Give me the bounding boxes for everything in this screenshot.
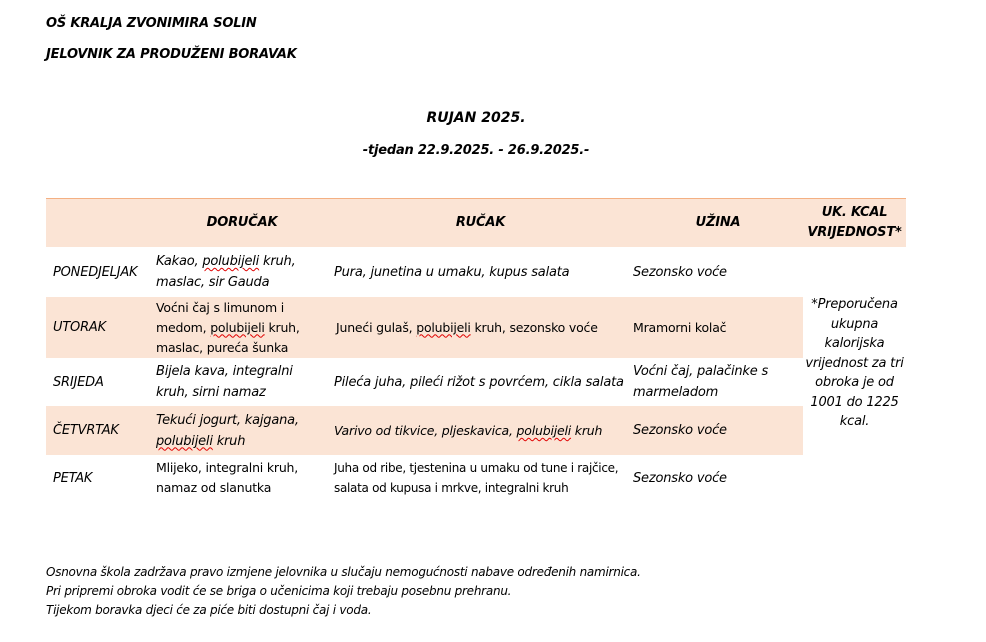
header-top-border (46, 198, 906, 199)
header-kcal-line2: VRIJEDNOST* (807, 225, 902, 240)
spellcheck-word: polubijeli (416, 319, 471, 335)
text-part: Juneći gulaš, (336, 319, 417, 335)
day-label: ČETVRTAK (53, 423, 119, 438)
breakfast-cell (150, 406, 328, 455)
table-row-wednesday (46, 358, 803, 406)
spellcheck-word: polubijeli (202, 254, 260, 269)
spellcheck-word: polubijeli (210, 319, 265, 335)
table-row-friday (46, 455, 803, 501)
text-part: Voćni čaj s limunom i medom, (156, 299, 284, 335)
snack-cell: Mramorni kolač (633, 319, 727, 335)
table-row-tuesday (46, 297, 803, 358)
breakfast-cell: Bijela kava, integralni kruh, sirni namaz (156, 364, 293, 400)
header-kcal-line1: UK. KCAL (821, 205, 888, 220)
breakfast-cell: Mlijeko, integralni kruh, namaz od slanutka (156, 460, 299, 495)
day-label: PETAK (53, 470, 93, 486)
text-part: Kakao, (156, 254, 203, 269)
table-row-monday (46, 247, 803, 297)
day-label: PONEDJELJAK (53, 264, 138, 280)
lunch-cell: Pura, junetina u umaku, kupus salata (334, 264, 570, 280)
snack-cell: Sezonsko voće (633, 264, 727, 280)
text-part: Tekući jogurt, kajgana, (156, 412, 299, 428)
text-part: kruh, maslac, pureća šunka (156, 319, 300, 355)
lunch-cell: Juha od ribe, tjestenina u umaku od tune i rajčice, salata od kupusa i mrkve, integralni kruh (334, 461, 619, 495)
table-row-thursday (46, 406, 803, 455)
header-kcal (803, 199, 906, 247)
breakfast-cell (150, 247, 328, 297)
footer-note: Pri pripremi obroka vodit će se briga o učenicima koji trebaju posebnu prehranu. (46, 584, 512, 598)
header-snack: UŽINA (695, 215, 741, 230)
header-lunch: RUČAK (455, 215, 506, 230)
breakfast-cell (150, 297, 328, 358)
school-name: OŠ KRALJA ZVONIMIRA SOLIN (46, 16, 257, 31)
snack-cell: Sezonsko voće (633, 423, 727, 438)
lunch-cell (328, 297, 627, 358)
snack-cell: Voćni čaj, palačinke s marmeladom (633, 364, 769, 400)
snack-cell: Sezonsko voće (633, 470, 727, 486)
day-label: SRIJEDA (53, 374, 104, 390)
footer-note: Tijekom boravka djeci će za piće biti dostupni čaj i voda. (46, 603, 372, 617)
lunch-cell (328, 406, 627, 455)
spellcheck-word: polubijeli (156, 433, 213, 449)
header-breakfast: DORUČAK (206, 215, 278, 230)
text-part: kruh (212, 433, 246, 449)
week-range: -tjedan 22.9.2025. - 26.9.2025.- (362, 143, 590, 158)
menu-subtitle: JELOVNIK ZA PRODUŽENI BORAVAK (46, 47, 297, 62)
text-part: Varivo od tikvice, pljeskavica, (334, 423, 517, 438)
footer-notes (46, 563, 641, 620)
text-part: kruh (571, 423, 603, 438)
day-label: UTORAK (53, 320, 106, 335)
kcal-recommendation-note: *Preporučena ukupna kalorijska vrijednost za tri obroka je od 1001 do 1225 kcal. (805, 297, 904, 429)
lunch-cell: Pileća juha, pileći rižot s povrćem, cikla salata (334, 374, 624, 390)
spellcheck-word: polubijeli (516, 423, 572, 438)
text-part: kruh, maslac, sir Gauda (156, 254, 296, 290)
footer-note: Osnovna škola zadržava pravo izmjene jelovnika u slučaju nemogućnosti nabave određenih namirnica. (46, 565, 641, 579)
header-day-cell (46, 199, 150, 247)
month-title: RUJAN 2025. (426, 110, 526, 126)
text-part: kruh, sezonsko voće (470, 319, 598, 335)
table-header-row (46, 199, 906, 247)
